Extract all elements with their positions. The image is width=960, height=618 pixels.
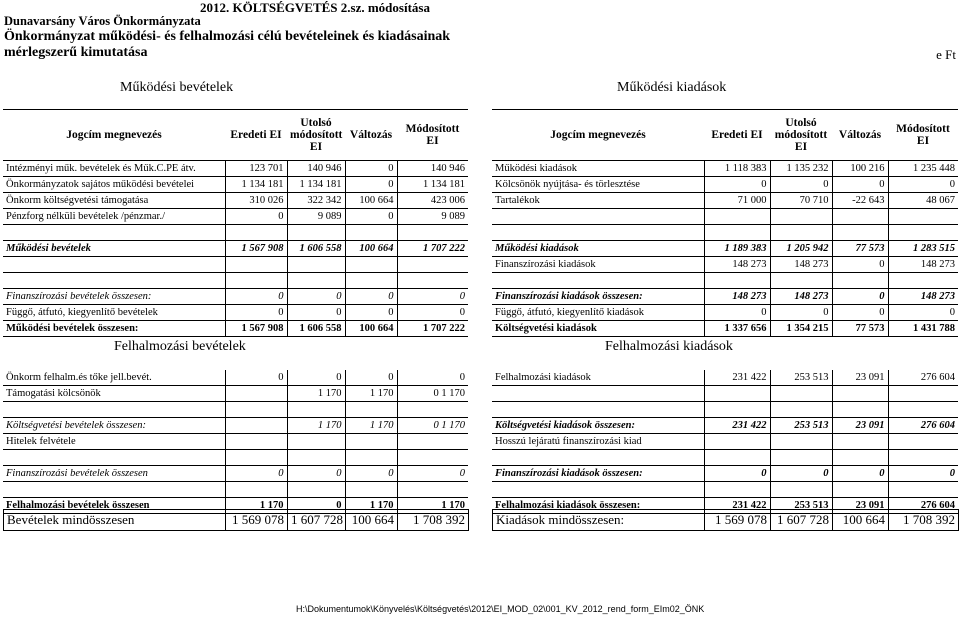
row-label bbox=[492, 273, 704, 289]
row-value: 1 170 bbox=[287, 418, 345, 434]
table-row bbox=[3, 482, 468, 498]
row-label: Működési kiadások bbox=[492, 161, 704, 177]
row-value: 1 707 222 bbox=[397, 241, 468, 257]
table-row bbox=[492, 466, 958, 482]
table-row bbox=[3, 273, 468, 289]
row-value: 0 bbox=[345, 305, 397, 321]
row-value bbox=[345, 257, 397, 273]
row-label bbox=[3, 450, 225, 466]
row-value: 1 606 558 bbox=[287, 241, 345, 257]
row-label: Finanszírozási kiadások összesen: bbox=[492, 289, 704, 305]
column-header: Utolsó módosított EI bbox=[287, 110, 345, 161]
row-value: 0 bbox=[225, 466, 287, 482]
table-row bbox=[3, 418, 468, 434]
table-row bbox=[492, 402, 958, 418]
row-label: Működési kiadások bbox=[492, 241, 704, 257]
row-label: Kölcsönök nyújtása- és törlesztése bbox=[492, 177, 704, 193]
row-label: Pénzforg nélküli bevételek /pénzmar./ bbox=[3, 209, 225, 225]
row-value bbox=[345, 273, 397, 289]
row-value bbox=[888, 386, 958, 402]
row-value: 1 134 181 bbox=[287, 177, 345, 193]
row-value bbox=[770, 209, 832, 225]
row-label: Önkormányzatok sajátos működési bevételei bbox=[3, 177, 225, 193]
row-value bbox=[832, 209, 888, 225]
row-value: 0 bbox=[832, 289, 888, 305]
total-label: Bevételek mindösszesen bbox=[4, 510, 226, 531]
table-row bbox=[492, 482, 958, 498]
table-row bbox=[3, 402, 468, 418]
total-value: 1 708 392 bbox=[398, 510, 469, 531]
row-value bbox=[397, 273, 468, 289]
row-value: 48 067 bbox=[888, 193, 958, 209]
table-row bbox=[3, 321, 468, 337]
row-value: 1 431 788 bbox=[888, 321, 958, 337]
table-row bbox=[492, 434, 958, 450]
row-value: 1 707 222 bbox=[397, 321, 468, 337]
row-value: 0 bbox=[225, 370, 287, 386]
row-value: 23 091 bbox=[832, 418, 888, 434]
table-row bbox=[3, 289, 468, 305]
row-value: 148 273 bbox=[888, 289, 958, 305]
table-row bbox=[3, 450, 468, 466]
row-value: 0 bbox=[225, 305, 287, 321]
row-label bbox=[492, 450, 704, 466]
row-value: 1 118 383 bbox=[704, 161, 770, 177]
row-value bbox=[345, 482, 397, 498]
row-label: Finanszírozási kiadások bbox=[492, 257, 704, 273]
row-value bbox=[287, 402, 345, 418]
operating-expense-table bbox=[492, 109, 958, 337]
table-row bbox=[3, 241, 468, 257]
row-value: 0 1 170 bbox=[397, 418, 468, 434]
table-row bbox=[492, 177, 958, 193]
row-value bbox=[225, 402, 287, 418]
total-value: 1 569 078 bbox=[705, 510, 771, 531]
row-value: 1 135 232 bbox=[770, 161, 832, 177]
row-value bbox=[345, 434, 397, 450]
row-value: 140 946 bbox=[287, 161, 345, 177]
table-row bbox=[3, 370, 468, 386]
table-row bbox=[492, 370, 958, 386]
column-header: Eredeti EI bbox=[225, 110, 287, 161]
row-label: Felhalmozási bevételek összesen bbox=[3, 498, 225, 514]
row-value bbox=[770, 450, 832, 466]
row-value bbox=[704, 482, 770, 498]
section-title-operating-revenue: Működési bevételek bbox=[120, 80, 234, 95]
row-value: 423 006 bbox=[397, 193, 468, 209]
row-label: Intézményi műk. bevételek és Műk.C.PE átv. bbox=[3, 161, 225, 177]
row-value bbox=[287, 434, 345, 450]
row-value: 0 bbox=[287, 466, 345, 482]
row-value bbox=[225, 225, 287, 241]
row-value bbox=[287, 273, 345, 289]
row-value: 0 bbox=[345, 370, 397, 386]
section-title-capital-revenue: Felhalmozási bevételek bbox=[114, 339, 246, 354]
row-value: 1 606 558 bbox=[287, 321, 345, 337]
row-value: 0 bbox=[770, 466, 832, 482]
row-value bbox=[397, 434, 468, 450]
row-value bbox=[770, 482, 832, 498]
row-label: Függő, átfutó, kiegyenlítő bevételek bbox=[3, 305, 225, 321]
row-value bbox=[397, 450, 468, 466]
row-value bbox=[704, 386, 770, 402]
section-title-operating-expense: Működési kiadások bbox=[617, 80, 727, 95]
column-header: Utolsó módosított EI bbox=[770, 110, 832, 161]
row-value bbox=[345, 450, 397, 466]
row-value: 1 170 bbox=[345, 386, 397, 402]
row-value: 1 567 908 bbox=[225, 321, 287, 337]
row-value: 1 170 bbox=[345, 498, 397, 514]
table-row bbox=[492, 209, 958, 225]
row-value: 140 946 bbox=[397, 161, 468, 177]
row-value bbox=[287, 482, 345, 498]
row-value: 0 bbox=[704, 305, 770, 321]
row-value bbox=[832, 225, 888, 241]
row-value bbox=[770, 386, 832, 402]
row-value: 0 bbox=[287, 498, 345, 514]
row-label: Működési bevételek összesen: bbox=[3, 321, 225, 337]
table-row bbox=[492, 386, 958, 402]
row-value bbox=[225, 257, 287, 273]
table-row bbox=[3, 305, 468, 321]
table-row bbox=[492, 161, 958, 177]
row-value: 276 604 bbox=[888, 370, 958, 386]
row-value bbox=[770, 225, 832, 241]
row-value: 1 354 215 bbox=[770, 321, 832, 337]
row-value: 1 283 515 bbox=[888, 241, 958, 257]
row-value bbox=[287, 257, 345, 273]
row-label: Finanszírozási bevételek összesen bbox=[3, 466, 225, 482]
row-value: 123 701 bbox=[225, 161, 287, 177]
row-value: 23 091 bbox=[832, 498, 888, 514]
table-header bbox=[492, 110, 958, 161]
row-value: 0 bbox=[397, 370, 468, 386]
row-label: Függő, átfutó, kiegyenlítő kiadások bbox=[492, 305, 704, 321]
table-row bbox=[3, 257, 468, 273]
organization-name: Dunavarsány Város Önkormányzata bbox=[4, 14, 201, 28]
row-label: Költségvetési bevételek összesen: bbox=[3, 418, 225, 434]
row-value bbox=[397, 402, 468, 418]
row-value bbox=[770, 434, 832, 450]
row-value: 1 189 383 bbox=[704, 241, 770, 257]
row-value: 0 bbox=[345, 209, 397, 225]
row-value bbox=[888, 434, 958, 450]
subtitle-line-2: mérlegszerű kimutatása bbox=[4, 45, 148, 60]
row-value bbox=[225, 418, 287, 434]
row-value: 310 026 bbox=[225, 193, 287, 209]
column-header: Módosított EI bbox=[397, 110, 468, 161]
total-value: 100 664 bbox=[833, 510, 889, 531]
row-value bbox=[287, 450, 345, 466]
row-value: 0 bbox=[832, 305, 888, 321]
total-label: Kiadások mindösszesen: bbox=[493, 510, 705, 531]
row-label bbox=[3, 273, 225, 289]
row-value: 253 513 bbox=[770, 370, 832, 386]
row-label bbox=[3, 402, 225, 418]
row-value bbox=[225, 482, 287, 498]
row-value: 276 604 bbox=[888, 418, 958, 434]
row-value: 1 205 942 bbox=[770, 241, 832, 257]
row-value: 148 273 bbox=[704, 289, 770, 305]
table-row bbox=[3, 386, 468, 402]
row-value bbox=[888, 450, 958, 466]
row-label: Finanszírozási bevételek összesen: bbox=[3, 289, 225, 305]
row-value: 0 1 170 bbox=[397, 386, 468, 402]
row-label bbox=[3, 225, 225, 241]
row-label: Finanszírozási kiadások összesen: bbox=[492, 466, 704, 482]
row-value bbox=[704, 402, 770, 418]
row-label bbox=[3, 482, 225, 498]
expense-grand-total bbox=[492, 509, 959, 531]
table-row bbox=[3, 161, 468, 177]
row-value: 0 bbox=[770, 177, 832, 193]
row-value: 231 422 bbox=[704, 370, 770, 386]
row-value: 9 089 bbox=[397, 209, 468, 225]
row-value bbox=[704, 450, 770, 466]
row-label: Önkorm költségvetési támogatása bbox=[3, 193, 225, 209]
total-value: 1 569 078 bbox=[226, 510, 288, 531]
table-row bbox=[492, 418, 958, 434]
row-value: 0 bbox=[287, 289, 345, 305]
row-value: 148 273 bbox=[888, 257, 958, 273]
row-value: 0 bbox=[832, 466, 888, 482]
file-path-footer: H:\Dokumentumok\Könyvelés\Költségvetés\2012\EI_MOD_02\001_KV_2012_rend_form_EIm02_ÖNK bbox=[296, 604, 705, 614]
row-value: 1 567 908 bbox=[225, 241, 287, 257]
row-value: 1 235 448 bbox=[888, 161, 958, 177]
table-row bbox=[492, 289, 958, 305]
row-value: 0 bbox=[225, 209, 287, 225]
row-value bbox=[888, 209, 958, 225]
row-value: 23 091 bbox=[832, 370, 888, 386]
capital-expense-table bbox=[492, 370, 958, 514]
row-value: 9 089 bbox=[287, 209, 345, 225]
row-label bbox=[492, 209, 704, 225]
row-value: 1 170 bbox=[287, 386, 345, 402]
row-value: 0 bbox=[704, 466, 770, 482]
row-value bbox=[832, 482, 888, 498]
table-row bbox=[3, 177, 468, 193]
row-value: 0 bbox=[397, 289, 468, 305]
row-value: 148 273 bbox=[704, 257, 770, 273]
operating-revenue-table bbox=[3, 109, 468, 337]
row-value: -22 643 bbox=[832, 193, 888, 209]
row-value: 0 bbox=[397, 305, 468, 321]
row-value: 71 000 bbox=[704, 193, 770, 209]
row-value: 0 bbox=[888, 466, 958, 482]
section-title-capital-expense: Felhalmozási kiadások bbox=[605, 339, 733, 354]
row-value: 100 664 bbox=[345, 241, 397, 257]
table-row bbox=[492, 241, 958, 257]
row-value bbox=[397, 257, 468, 273]
row-value bbox=[888, 402, 958, 418]
row-value: 0 bbox=[345, 161, 397, 177]
row-label bbox=[492, 386, 704, 402]
row-value bbox=[888, 482, 958, 498]
row-value bbox=[287, 225, 345, 241]
table-header bbox=[3, 110, 468, 161]
row-value bbox=[832, 434, 888, 450]
capital-revenue-table bbox=[3, 370, 468, 514]
row-value: 253 513 bbox=[770, 498, 832, 514]
row-value bbox=[888, 273, 958, 289]
row-label bbox=[492, 402, 704, 418]
total-value: 1 607 728 bbox=[771, 510, 833, 531]
row-value bbox=[225, 386, 287, 402]
row-value bbox=[770, 273, 832, 289]
document-title: 2012. KÖLTSÉGVETÉS 2.sz. módosítása bbox=[200, 0, 430, 15]
row-value: 276 604 bbox=[888, 498, 958, 514]
table-row bbox=[492, 321, 958, 337]
row-value: 77 573 bbox=[832, 241, 888, 257]
row-value: 148 273 bbox=[770, 257, 832, 273]
currency-unit: e Ft bbox=[936, 47, 956, 62]
row-value bbox=[888, 225, 958, 241]
column-header: Változás bbox=[345, 110, 397, 161]
row-value: 0 bbox=[345, 177, 397, 193]
table-row bbox=[492, 273, 958, 289]
row-value: 0 bbox=[832, 257, 888, 273]
row-value: 0 bbox=[770, 305, 832, 321]
row-value: 1 170 bbox=[345, 418, 397, 434]
total-value: 1 607 728 bbox=[288, 510, 346, 531]
row-value: 0 bbox=[704, 177, 770, 193]
row-value bbox=[704, 273, 770, 289]
table-row bbox=[492, 450, 958, 466]
row-value: 0 bbox=[287, 305, 345, 321]
row-value bbox=[704, 434, 770, 450]
table-row bbox=[3, 193, 468, 209]
row-value: 231 422 bbox=[704, 418, 770, 434]
subtitle-line-1: Önkormányzat működési- és felhalmozási célú bevételeinek és kiadásainak bbox=[4, 29, 451, 44]
row-value: 0 bbox=[888, 177, 958, 193]
row-label: Felhalmozási kiadások összesen: bbox=[492, 498, 704, 514]
row-value: 322 342 bbox=[287, 193, 345, 209]
row-value: 0 bbox=[888, 305, 958, 321]
revenue-grand-total bbox=[3, 509, 469, 531]
column-header: Jogcím megnevezés bbox=[492, 110, 704, 161]
row-value: 1 134 181 bbox=[225, 177, 287, 193]
table-row bbox=[3, 466, 468, 482]
row-value: 100 216 bbox=[832, 161, 888, 177]
row-value: 231 422 bbox=[704, 498, 770, 514]
row-label: Költségvetési kiadások összesen: bbox=[492, 418, 704, 434]
total-value: 100 664 bbox=[346, 510, 398, 531]
row-value: 0 bbox=[397, 466, 468, 482]
row-value bbox=[832, 402, 888, 418]
row-value bbox=[345, 402, 397, 418]
row-value: 1 337 656 bbox=[704, 321, 770, 337]
row-value bbox=[345, 225, 397, 241]
table-row bbox=[492, 225, 958, 241]
table-row bbox=[3, 225, 468, 241]
row-label: Hitelek felvétele bbox=[3, 434, 225, 450]
row-value bbox=[832, 386, 888, 402]
row-value bbox=[225, 450, 287, 466]
row-value: 100 664 bbox=[345, 321, 397, 337]
row-label: Támogatási kölcsönök bbox=[3, 386, 225, 402]
row-label: Működési bevételek bbox=[3, 241, 225, 257]
row-value bbox=[397, 225, 468, 241]
table-row bbox=[492, 193, 958, 209]
row-value bbox=[770, 402, 832, 418]
column-header: Jogcím megnevezés bbox=[3, 110, 225, 161]
row-value: 253 513 bbox=[770, 418, 832, 434]
row-label: Felhalmozási kiadások bbox=[492, 370, 704, 386]
row-value: 1 134 181 bbox=[397, 177, 468, 193]
row-value: 0 bbox=[345, 289, 397, 305]
row-value: 148 273 bbox=[770, 289, 832, 305]
row-value bbox=[704, 209, 770, 225]
row-label bbox=[492, 482, 704, 498]
column-header: Eredeti EI bbox=[704, 110, 770, 161]
column-header: Változás bbox=[832, 110, 888, 161]
row-value bbox=[832, 273, 888, 289]
row-value bbox=[225, 434, 287, 450]
row-value: 100 664 bbox=[345, 193, 397, 209]
row-label: Tartalékok bbox=[492, 193, 704, 209]
row-label: Költségvetési kiadások bbox=[492, 321, 704, 337]
column-header: Módosított EI bbox=[888, 110, 958, 161]
row-value bbox=[704, 225, 770, 241]
row-label: Hosszú lejáratú finanszírozási kiad bbox=[492, 434, 704, 450]
row-label bbox=[492, 225, 704, 241]
row-value: 1 170 bbox=[397, 498, 468, 514]
row-value bbox=[832, 450, 888, 466]
row-label: Önkorm felhalm.és tőke jell.bevét. bbox=[3, 370, 225, 386]
row-label bbox=[3, 257, 225, 273]
row-value: 0 bbox=[832, 177, 888, 193]
table-row bbox=[492, 305, 958, 321]
total-value: 1 708 392 bbox=[889, 510, 959, 531]
row-value: 0 bbox=[287, 370, 345, 386]
row-value: 70 710 bbox=[770, 193, 832, 209]
table-row bbox=[3, 434, 468, 450]
row-value: 0 bbox=[345, 466, 397, 482]
table-row bbox=[3, 209, 468, 225]
table-row bbox=[492, 257, 958, 273]
row-value: 77 573 bbox=[832, 321, 888, 337]
row-value: 0 bbox=[225, 289, 287, 305]
row-value: 1 170 bbox=[225, 498, 287, 514]
row-value bbox=[397, 482, 468, 498]
row-value bbox=[225, 273, 287, 289]
